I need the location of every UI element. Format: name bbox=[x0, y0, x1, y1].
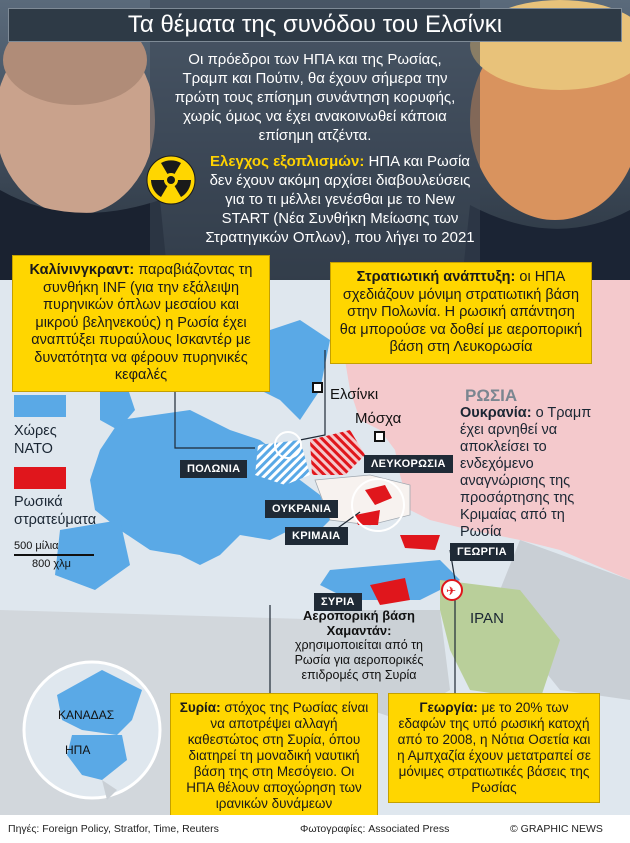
page-title: Τα θέματα της συνόδου του Ελσίνκι bbox=[127, 11, 503, 38]
label-canada: ΚΑΝΑΔΑΣ bbox=[58, 708, 115, 722]
kaliningrad-box bbox=[12, 255, 270, 392]
footer-sources: Πηγές: Foreign Policy, Stratfor, Time, Reuters bbox=[8, 823, 219, 835]
tag-poland: ΠΟΛΩΝΙΑ bbox=[180, 460, 247, 478]
svg-text:✈: ✈ bbox=[446, 584, 457, 598]
russian-troops-georgia bbox=[400, 535, 440, 550]
footer-photos: Φωτογραφίες: Associated Press bbox=[300, 823, 450, 835]
airbase-heading-1: Αεροπορική βάση bbox=[303, 608, 415, 623]
georgia-box bbox=[388, 693, 600, 803]
scale-bar bbox=[14, 540, 109, 570]
intro-text: Οι πρόεδροι των ΗΠΑ και της Ρωσίας, Τραμπ και Πούτιν, θα έχουν σήμερα την πρώτη τους επίσημη συνάντηση κορυφής, χωρίς όμως να έχει ανακοινωθεί κάποια επίσημη ατζέντα. bbox=[174, 51, 456, 144]
title-bar bbox=[8, 8, 622, 42]
airbase-heading-2: Χαμαντάν: bbox=[326, 623, 392, 638]
ukraine-heading: Ουκρανία: bbox=[460, 405, 532, 421]
tag-belarus: ΛΕΥΚΟΡΩΣΙΑ bbox=[364, 455, 453, 473]
tag-crimea: ΚΡΙΜΑΙΑ bbox=[285, 527, 348, 545]
georgia-heading: Γεωργία: bbox=[419, 700, 478, 715]
military-text: οι ΗΠΑ σχεδιάζουν μόνιμη στρατιωτική βάση στην Πολωνία. Η ρωσική απάντηση θα μπορούσε να δοθεί με αεροπορική βάση στη Λευκορωσία bbox=[339, 269, 583, 355]
ukraine-text: ο Τραμπ έχει αρνηθεί να αποκλείσει το ενδεχόμενο αναγνώρισης της προσάρτησης της Κριμαίας από τη Ρωσία bbox=[460, 405, 592, 540]
legend-nato-line-2: ΝΑΤΟ bbox=[14, 441, 53, 457]
legend-nato-line-1: Χώρες bbox=[14, 423, 57, 439]
tag-ukraine: ΟΥΚΡΑΝΙΑ bbox=[265, 500, 338, 518]
syria-text: στόχος της Ρωσίας είναι να αποτρέψει αλλαγή καθεστώτος στη Συρία, όπου διατηρεί τη μοναδική ναυτική βάση της στη Μεσόγειο. Οι ΗΠΑ θέλουν αποχώρηση των ιρανικών δυνάμεων bbox=[186, 700, 369, 811]
kaliningrad-text: παραβιάζοντας τη συνθήκη INF (για την εξάλειψη πυρηνικών όπλων μεσαίου και μικρού βεληνεκούς) η Ρωσία έχει αναπτύξει πυραύλους Ισκαντέρ με δυνατότητα να φέρουν πυρηνικές κεφαλές bbox=[31, 262, 253, 383]
arms-control-heading: Ελεγχος εξοπλισμών: bbox=[210, 153, 365, 170]
airbase-text: χρησιμοποιείται από τη Ρωσία για αεροπορικές επιδρομές στη Συρία bbox=[294, 638, 424, 682]
airbase-note bbox=[284, 608, 434, 683]
arms-control-text: ΗΠΑ και Ρωσία δεν έχουν ακόμη αρχίσει διαβουλεύσεις για το τι μέλλει γενέσθαι με το New START (Νέα Συνθήκη Μείωσης των Στρατηγικών Οπλων), που λήγει το 2021 bbox=[205, 153, 475, 246]
syria-heading: Συρία: bbox=[179, 700, 221, 715]
label-russia: ΡΩΣΙΑ bbox=[465, 386, 518, 405]
syria-box bbox=[170, 693, 378, 819]
ukraine-note bbox=[460, 405, 610, 541]
footer-credit: © GRAPHIC NEWS bbox=[510, 823, 603, 835]
legend-russian-line-2: στρατεύματα bbox=[14, 512, 97, 528]
label-usa: ΗΠΑ bbox=[65, 743, 91, 757]
georgia-text: με το 20% των εδαφών της υπό ρωσική κατοχή από το 2008, η Νότια Οσετία και η Αμπχαζία έχουν μετατραπεί σε μόνιμες στρατιωτικές βάσεις της Ρωσίας bbox=[397, 700, 591, 795]
globe-inset bbox=[22, 650, 162, 805]
helsinki-marker bbox=[313, 383, 322, 392]
scale-km: 800 χλμ bbox=[32, 558, 72, 570]
legend-nato-swatch bbox=[14, 395, 66, 417]
military-heading: Στρατιωτική ανάπτυξη: bbox=[356, 269, 516, 285]
kaliningrad-heading: Καλίνινγκραντ: bbox=[29, 262, 135, 278]
legend-nato-label bbox=[14, 422, 57, 458]
moscow-marker bbox=[375, 432, 384, 441]
radiation-icon bbox=[146, 155, 196, 205]
label-helsinki: Ελσίνκι bbox=[330, 386, 379, 403]
label-moscow: Μόσχα bbox=[355, 410, 402, 427]
legend-russian-line-1: Ρωσικά bbox=[14, 494, 63, 510]
label-iran: ΙΡΑΝ bbox=[470, 610, 504, 627]
arms-control-note bbox=[205, 152, 475, 247]
legend-russian-label bbox=[14, 493, 96, 529]
tag-syria: ΣΥΡΙΑ bbox=[314, 593, 362, 611]
scale-miles: 500 μίλια bbox=[14, 540, 59, 552]
tag-georgia: ΓΕΩΡΓΙΑ bbox=[450, 543, 514, 561]
legend-russian-swatch bbox=[14, 467, 66, 489]
military-box bbox=[330, 262, 592, 364]
